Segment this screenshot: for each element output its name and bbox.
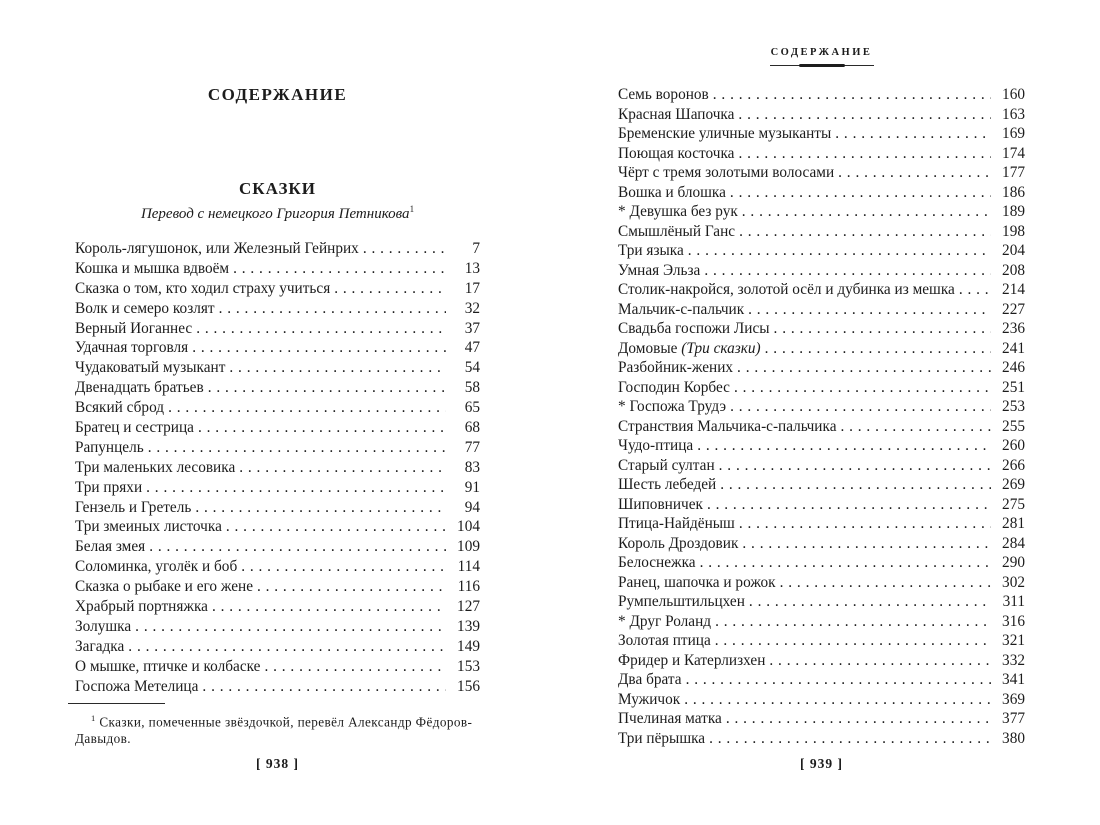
toc-entry-page: 153 (457, 657, 480, 675)
toc-entry (75, 319, 480, 339)
toc-entry-page: 116 (457, 578, 480, 596)
toc-entry (618, 514, 1025, 534)
toc-entry-title: * Госпожа Трудэ (618, 398, 727, 415)
toc-entry (618, 729, 1025, 749)
toc-entry (75, 458, 480, 478)
toc-entry (618, 670, 1025, 690)
toc-entry-page: 251 (1002, 378, 1025, 396)
dot-leader (704, 261, 991, 281)
toc-entry (618, 241, 1025, 261)
dot-leader (146, 478, 446, 498)
dot-leader (233, 259, 446, 279)
dot-leader (700, 553, 991, 573)
dot-leader (748, 300, 991, 320)
toc-entry-title: Бременские уличные музыканты (618, 125, 832, 142)
toc-entry-page: 13 (464, 259, 480, 277)
toc-entry-page: 91 (464, 478, 480, 496)
toc-entry-page: 65 (464, 399, 480, 417)
toc-entry-page: 198 (1002, 222, 1025, 240)
toc-entry (75, 378, 480, 398)
toc-entry-page: 114 (457, 558, 480, 576)
toc-entry-page: 94 (464, 498, 480, 516)
toc-entry (75, 537, 480, 557)
dot-leader (196, 319, 446, 339)
dot-leader (135, 617, 446, 637)
header-ornament-rule (770, 64, 874, 68)
page-number-left: [ 938 ] (256, 756, 299, 771)
translator-note (75, 204, 480, 223)
toc-entry-title: Золотая птица (618, 632, 711, 649)
dot-leader (709, 729, 991, 749)
toc-entry-page: 302 (1002, 573, 1025, 591)
toc-entry-page: 321 (1002, 632, 1025, 649)
toc-entry-page: 316 (1002, 612, 1025, 630)
dot-leader (742, 534, 991, 554)
toc-entry-title: Поющая косточка (618, 144, 735, 162)
toc-entry-title: Семь воронов (618, 86, 709, 103)
dot-leader (749, 592, 991, 612)
dot-leader (239, 458, 446, 478)
toc-entry (618, 339, 1025, 359)
toc-entry-title: Золушка (75, 617, 132, 635)
toc-entry-page: 204 (1002, 242, 1025, 259)
toc-entry-title: Мужичок (618, 690, 681, 708)
dot-leader (707, 495, 991, 515)
toc-entry-title: Белоснежка (618, 554, 696, 571)
toc-entry-page: 214 (1002, 281, 1025, 298)
toc-list-left (75, 239, 480, 696)
footnote-text: Сказки, помеченные звёздочкой, перевёл Александр Фёдоров-Давыдов. (75, 714, 473, 746)
toc-entry-title: Румпельштильцхен (618, 593, 745, 610)
dot-leader (713, 85, 991, 105)
toc-entry-page: 332 (1002, 651, 1025, 669)
toc-entry-page: 369 (1002, 690, 1025, 708)
toc-entry (75, 677, 480, 697)
toc-entry-title: Птица-Найдёныш (618, 515, 735, 532)
toc-entry-page: 253 (1002, 398, 1025, 415)
footnote (75, 710, 480, 747)
toc-entry-page: 377 (1002, 710, 1025, 727)
dot-leader (730, 397, 991, 417)
toc-entry (618, 300, 1025, 320)
toc-entry-page: 189 (1002, 203, 1025, 220)
toc-entry-title: Столик-накройся, золотой осёл и дубинка из мешка (618, 281, 955, 298)
toc-entry (75, 239, 480, 259)
toc-entry (618, 280, 1025, 300)
toc-entry-title: Старый султан (618, 456, 715, 474)
dot-leader (264, 657, 446, 677)
dot-leader (202, 677, 446, 697)
toc-entry-page: 177 (1002, 164, 1025, 181)
toc-entry-page: 17 (464, 279, 480, 297)
dot-leader (780, 573, 991, 593)
toc-entry-title: Свадьба госпожи Лисы (618, 320, 770, 337)
toc-entry (618, 436, 1025, 456)
toc-entry-title: Три пёрышка (618, 729, 706, 747)
toc-entry (618, 124, 1025, 144)
toc-entry-page: 47 (464, 339, 480, 357)
toc-entry (75, 617, 480, 637)
left-page (75, 0, 480, 825)
dot-leader (774, 319, 991, 339)
toc-entry (618, 690, 1025, 710)
dot-leader (229, 358, 446, 378)
dot-leader (697, 436, 991, 456)
toc-entry-page: 77 (464, 438, 480, 456)
toc-entry-title: Белая змея (75, 538, 146, 556)
toc-entry-title: Гензель и Гретель (75, 498, 192, 516)
toc-entry (75, 597, 480, 617)
dot-leader (959, 280, 991, 300)
dot-leader (769, 651, 991, 671)
toc-entry-title: Волк и семеро козлят (75, 299, 215, 317)
toc-entry-page: 269 (1002, 476, 1025, 493)
dot-leader (198, 418, 446, 438)
toc-entry (75, 637, 480, 657)
toc-entry-title: Домовые (Три сказки) (618, 339, 761, 357)
toc-entry-page: 54 (464, 359, 480, 377)
toc-entry-title: Кошка и мышка вдвоём (75, 259, 230, 277)
toc-entry-page: 127 (457, 598, 480, 616)
dot-leader (737, 358, 991, 378)
toc-entry (75, 338, 480, 358)
dot-leader (719, 456, 991, 476)
dot-leader (128, 637, 446, 657)
dot-leader (195, 498, 446, 518)
dot-leader (226, 517, 446, 537)
toc-list-right (618, 85, 1025, 748)
toc-entry-page: 275 (1002, 495, 1025, 513)
dot-leader (738, 144, 991, 164)
toc-entry (75, 517, 480, 537)
dot-leader (334, 279, 446, 299)
dot-leader (835, 124, 991, 144)
toc-entry-title: Рапунцель (75, 438, 144, 456)
toc-entry-page: 281 (1002, 515, 1025, 532)
toc-entry-title: Вошка и блошка (618, 183, 726, 201)
toc-entry-title: Три маленьких лесовика (75, 458, 236, 476)
toc-entry (618, 651, 1025, 671)
dot-leader (765, 339, 991, 359)
toc-entry-title: Сказка о том, кто ходил страху учиться (75, 279, 331, 297)
toc-entry (75, 279, 480, 299)
toc-entry (618, 105, 1025, 125)
toc-entry (618, 222, 1025, 242)
toc-entry-page: 236 (1002, 320, 1025, 337)
toc-entry-page: 341 (1002, 671, 1025, 688)
toc-entry-title: Смышлёный Ганс (618, 222, 736, 240)
toc-entry-title: Король Дроздовик (618, 534, 739, 552)
dot-leader (730, 183, 991, 203)
toc-entry (75, 557, 480, 577)
toc-entry-page: 58 (464, 379, 480, 397)
dot-leader (726, 709, 991, 729)
dot-leader (208, 378, 446, 398)
toc-entry-title: * Друг Роланд (618, 612, 712, 630)
toc-entry-title: Храбрый портняжка (75, 598, 208, 616)
toc-entry-page: 174 (1002, 144, 1025, 162)
toc-entry-title: О мышке, птичке и колбаске (75, 657, 261, 675)
toc-entry-title: Братец и сестрица (75, 419, 194, 437)
translator-note-text: Перевод с немецкого Григория Петникова (140, 206, 410, 222)
dot-leader (715, 612, 991, 632)
dot-leader (840, 417, 991, 437)
toc-entry-title: Господин Корбес (618, 378, 730, 396)
toc-entry-title: Сказка о рыбаке и его жене (75, 578, 253, 596)
dot-leader (742, 202, 991, 222)
dot-leader (734, 378, 991, 398)
toc-entry (618, 319, 1025, 339)
toc-entry (618, 495, 1025, 515)
toc-entry-page: 68 (464, 419, 480, 437)
dot-leader (715, 631, 991, 651)
dot-leader (739, 514, 991, 534)
toc-entry (618, 573, 1025, 593)
dot-leader (148, 438, 446, 458)
section-title: СКАЗКИ (239, 179, 316, 198)
toc-entry-page: 284 (1002, 534, 1025, 552)
toc-entry (618, 456, 1025, 476)
dot-leader (212, 597, 446, 617)
toc-entry-title: Шиповничек (618, 495, 703, 513)
toc-entry-page: 37 (464, 319, 480, 337)
toc-entry (75, 498, 480, 518)
dot-leader (720, 475, 991, 495)
toc-entry-page: 290 (1002, 554, 1025, 571)
toc-entry-title: Фридер и Катерлизхен (618, 651, 766, 669)
dot-leader (686, 670, 991, 690)
toc-entry (618, 85, 1025, 105)
dot-leader (168, 398, 446, 418)
toc-entry-page: 149 (457, 637, 480, 655)
dot-leader (241, 557, 446, 577)
toc-heading: СОДЕРЖАНИЕ (207, 85, 348, 104)
toc-entry-title: Загадка (75, 637, 125, 655)
toc-entry-page: 83 (464, 458, 480, 476)
toc-entry (618, 202, 1025, 222)
toc-entry-page: 160 (1002, 86, 1025, 103)
toc-entry (618, 397, 1025, 417)
footnote-reference-mark: 1 (409, 204, 415, 214)
toc-entry-title: Чудаковатый музыкант (75, 359, 226, 377)
toc-entry (75, 299, 480, 319)
toc-entry-title: Всякий сброд (75, 399, 165, 417)
toc-entry (618, 709, 1025, 729)
toc-entry (618, 163, 1025, 183)
toc-entry (75, 657, 480, 677)
toc-entry-title: Двенадцать братьев (75, 379, 204, 397)
toc-entry-title: Три змеиных листочка (75, 518, 222, 536)
toc-entry (618, 261, 1025, 281)
toc-entry-title: Чёрт с тремя золотыми волосами (618, 164, 835, 181)
toc-entry-page: 380 (1002, 729, 1025, 747)
page-number-right: [ 939 ] (800, 756, 843, 771)
toc-entry-title: Удачная торговля (75, 339, 189, 357)
toc-entry-title: Мальчик-с-пальчик (618, 300, 745, 318)
toc-entry-title: Пчелиная матка (618, 710, 722, 727)
dot-leader (688, 241, 991, 261)
toc-entry-page: 139 (457, 617, 480, 635)
toc-entry (618, 475, 1025, 495)
toc-entry-title: Три языка (618, 242, 684, 259)
toc-entry (75, 358, 480, 378)
toc-entry-page: 246 (1002, 359, 1025, 376)
dot-leader (219, 299, 446, 319)
toc-entry (618, 612, 1025, 632)
toc-entry-title: Разбойник-жених (618, 359, 734, 376)
toc-entry-title: Ранец, шапочка и рожок (618, 573, 776, 591)
toc-entry-title: Два брата (618, 671, 682, 688)
toc-entry (75, 478, 480, 498)
toc-entry (618, 534, 1025, 554)
toc-entry-page: 156 (457, 677, 480, 695)
dot-leader (739, 222, 991, 242)
toc-entry (618, 417, 1025, 437)
dot-leader (738, 105, 991, 125)
toc-entry-title: Странствия Мальчика-с-пальчика (618, 417, 837, 435)
toc-entry (618, 183, 1025, 203)
toc-entry (75, 259, 480, 279)
toc-entry-page: 104 (457, 518, 480, 536)
running-header: СОДЕРЖАНИЕ (770, 47, 873, 58)
right-page (618, 0, 1025, 825)
toc-entry-page: 208 (1002, 261, 1025, 279)
toc-entry-page: 7 (472, 240, 480, 257)
toc-entry (618, 553, 1025, 573)
toc-entry-page: 227 (1002, 300, 1025, 318)
toc-entry (618, 358, 1025, 378)
toc-entry-title: Шесть лебедей (618, 476, 717, 493)
toc-entry-page: 260 (1002, 437, 1025, 454)
toc-entry-page: 186 (1002, 183, 1025, 201)
toc-entry-page: 241 (1002, 339, 1025, 357)
dot-leader (363, 239, 446, 259)
toc-entry (618, 144, 1025, 164)
toc-entry-title: Чудо-птица (618, 437, 694, 454)
toc-entry-page: 169 (1002, 125, 1025, 142)
dot-leader (684, 690, 991, 710)
toc-entry (75, 577, 480, 597)
dot-leader (838, 163, 991, 183)
toc-entry-title: Три пряхи (75, 478, 143, 496)
toc-entry (75, 438, 480, 458)
toc-entry (618, 378, 1025, 398)
toc-entry (75, 398, 480, 418)
toc-entry-title: Госпожа Метелица (75, 677, 199, 695)
toc-entry-page: 311 (1002, 593, 1025, 610)
dot-leader (149, 537, 446, 557)
toc-entry-title: Верный Иоганнес (75, 319, 193, 337)
toc-entry-page: 163 (1002, 105, 1025, 123)
toc-entry-page: 255 (1002, 417, 1025, 435)
dot-leader (257, 577, 446, 597)
toc-entry (618, 592, 1025, 612)
toc-entry (75, 418, 480, 438)
toc-entry-page: 266 (1002, 456, 1025, 474)
toc-entry-title: * Девушка без рук (618, 203, 738, 220)
footnote-mark: 1 (91, 713, 96, 723)
toc-entry-title: Красная Шапочка (618, 105, 735, 123)
toc-entry (618, 631, 1025, 651)
dot-leader (192, 338, 446, 358)
toc-entry-page: 32 (464, 299, 480, 317)
footnote-divider (68, 703, 165, 704)
toc-entry-title: Король-лягушонок, или Железный Гейнрих (75, 240, 359, 257)
toc-entry-page: 109 (457, 538, 480, 556)
toc-entry-title: Соломинка, уголёк и боб (75, 558, 238, 576)
toc-entry-title: Умная Эльза (618, 261, 701, 279)
